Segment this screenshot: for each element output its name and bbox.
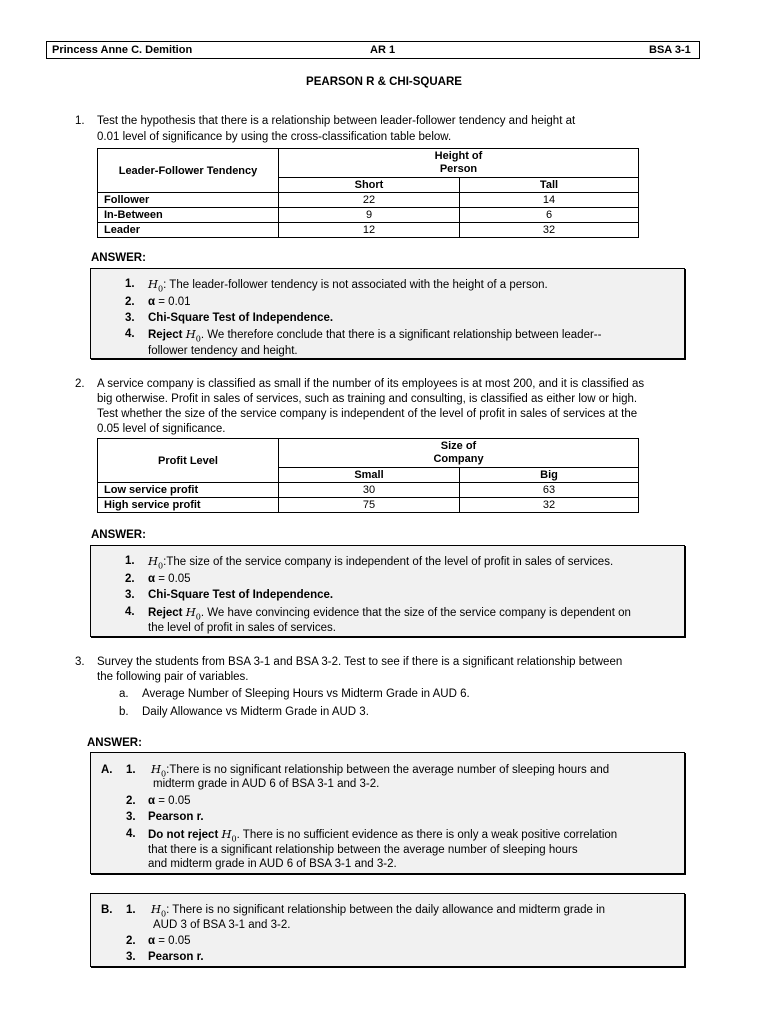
question-text: 0.01 level of significance by using the cross-classification table below. <box>97 131 452 143</box>
answer-test: Chi-Square Test of Independence. <box>148 312 334 324</box>
question-text: the following pair of variables. <box>97 671 249 683</box>
table-row-header: Leader-Follower Tendency <box>98 149 279 193</box>
answer-box-a: A. 1. $H_0:There$ is no significant relationship between the average number of sleeping hours and midterm grade in AUD 6 of BSA 3-1 and 3-2. 2. α = 0.05 3. Pearson r. 4. Do not reject $H_0$. There is no sufficient evidence as there is only a weak positive correlation that there is a significant relationship between the average number of sleeping hours and midterm grade in AUD 6 of BSA 3-1 and 3-2. <box>90 752 685 874</box>
table-row: Low service profit 30 63 <box>98 483 639 498</box>
question-text: A service company is classified as small if the number of its employees is at most 200, and it is classified as <box>97 378 645 390</box>
subject-code: AR 1 <box>370 44 396 56</box>
sub-item-text: Average Number of Sleeping Hours vs Midterm Grade in AUD 6. <box>142 688 470 700</box>
answer-hypothesis: $H_0:The$ size of the service company is independent of the level of profit in sales of services. <box>148 554 614 571</box>
answer-alpha: α = 0.05 <box>148 573 191 585</box>
data-table <box>97 438 639 513</box>
table-row: Leader 12 32 <box>98 223 639 238</box>
table-row: High service profit 75 32 <box>98 498 639 513</box>
answer-decision-cont: follower tendency and height. <box>148 345 298 357</box>
question-text: Test the hypothesis that there is a relationship between leader-follower tendency and height at <box>97 115 576 127</box>
document-header <box>46 41 700 59</box>
answer-box: 1. $H_0:The$ size of the service company is independent of the level of profit in sales of services. 2. α = 0.05 3. Chi-Square Test of Independence. 4. Reject $H_0$. We have convincing evidence that the size of the service company is dependent on the level of profit in sales of services. <box>90 545 685 637</box>
table-row: Follower 22 14 <box>98 193 639 208</box>
answer-hypothesis: $H_0$: The leader-follower tendency is not associated with the height of a person. <box>148 277 548 294</box>
answer-decision: Reject $H_0$. We have convincing evidence that the size of the service company is dependent on <box>148 605 631 622</box>
section-code: BSA 3-1 <box>649 44 691 56</box>
answer-decision-cont: and midterm grade in AUD 6 of BSA 3-1 and 3-2. <box>148 858 397 870</box>
table-col-header: Small <box>279 468 460 483</box>
sub-item-text: Daily Allowance vs Midterm Grade in AUD 3. <box>142 706 369 718</box>
question-text: big otherwise. Profit in sales of services, such as training and consulting, is classified as either low or high. <box>97 393 638 405</box>
answer-decision: Reject $H_0$. We therefore conclude that there is a significant relationship between leader-- <box>148 327 602 344</box>
answer-hypothesis: $H_0:There$ is no significant relationship between the average number of sleeping hours and <box>151 762 610 779</box>
question-number: 1. <box>75 115 85 127</box>
table-col-header: Tall <box>460 178 639 193</box>
answer-label: ANSWER: <box>87 737 142 749</box>
question-number: 2. <box>75 378 85 390</box>
answer-test: Pearson r. <box>148 951 204 963</box>
question-text: Survey the students from BSA 3-1 and BSA 3-2. Test to see if there is a significant relationship between <box>97 656 623 668</box>
table-col-header: Big <box>460 468 639 483</box>
sub-item-marker: a. <box>119 688 129 700</box>
student-name: Princess Anne C. Demition <box>52 44 193 56</box>
answer-box: 1. $H_0$: The leader-follower tendency is not associated with the height of a person. 2. α = 0.01 3. Chi-Square Test of Independence. 4. Reject $H_0$. We therefore conclude that there is a significant relationship between leader-- follower tendency and height. <box>90 268 685 359</box>
table-row-header: Profit Level <box>98 439 279 483</box>
question-text: Test whether the size of the service company is independent of the level of profit in sales of services at the <box>97 408 638 420</box>
answer-hypothesis-cont: AUD 3 of BSA 3-1 and 3-2. <box>153 919 291 931</box>
question-text: 0.05 level of significance. <box>97 423 226 435</box>
answer-label: ANSWER: <box>91 529 146 541</box>
answer-decision: Do not reject $H_0$. There is no sufficient evidence as there is only a weak positive correlation <box>148 827 618 844</box>
data-table <box>97 148 639 238</box>
table-col-header: Short <box>279 178 460 193</box>
answer-alpha: α = 0.05 <box>148 795 191 807</box>
answer-test: Chi-Square Test of Independence. <box>148 589 334 601</box>
answer-box-b: B. 1. $H_0$: There is no significant relationship between the daily allowance and midterm grade in AUD 3 of BSA 3-1 and 3-2. 2. α = 0.05 3. Pearson r. <box>90 893 685 967</box>
answer-hypothesis-cont: midterm grade in AUD 6 of BSA 3-1 and 3-2. <box>153 778 380 790</box>
table-row: In-Between 9 6 <box>98 208 639 223</box>
answer-decision-cont: that there is a significant relationship between the average number of sleeping hours <box>148 844 578 856</box>
question-number: 3. <box>75 656 85 668</box>
answer-decision-cont: the level of profit in sales of services. <box>148 622 336 634</box>
answer-alpha: α = 0.01 <box>148 296 191 308</box>
sub-item-marker: b. <box>119 706 129 718</box>
answer-label: ANSWER: <box>91 252 146 264</box>
table-col-group: Size of Company <box>279 439 639 468</box>
answer-alpha: α = 0.05 <box>148 935 191 947</box>
table-col-group: Height of Person <box>279 149 639 178</box>
answer-test: Pearson r. <box>148 811 204 823</box>
page-title: PEARSON R & CHI-SQUARE <box>306 76 462 88</box>
answer-hypothesis: $H_0$: There is no significant relationship between the daily allowance and midterm grade in <box>151 902 606 919</box>
